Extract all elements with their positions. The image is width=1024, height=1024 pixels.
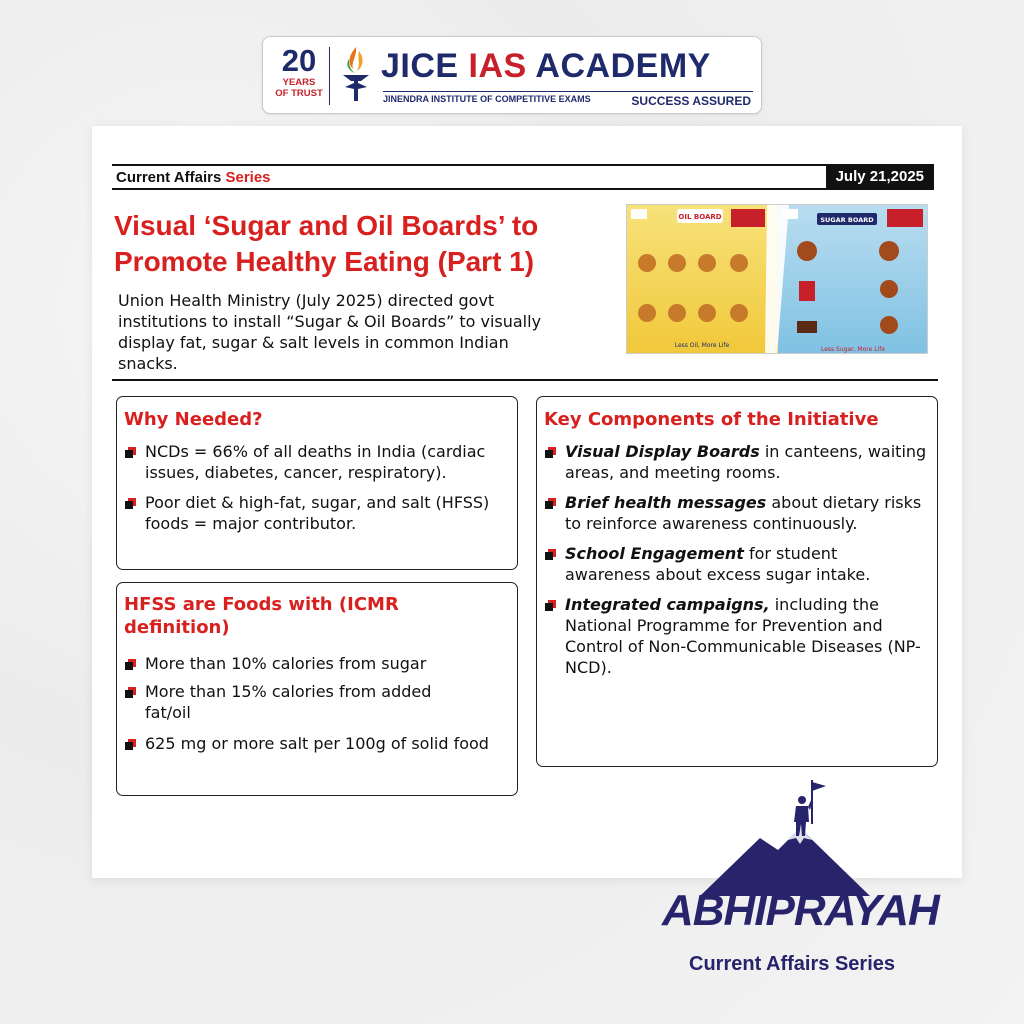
years-line1: YEARS xyxy=(282,77,316,88)
series-header xyxy=(112,164,932,190)
abhiprayah-logo-text: ABHIPRAYAH xyxy=(662,886,939,935)
brand-name xyxy=(381,47,711,85)
section-divider xyxy=(112,379,938,381)
list-item: Brief health messages about dietary risks to reinforce awareness continuously. xyxy=(541,492,933,534)
logo-divider xyxy=(329,47,330,105)
oil-board-label: OIL BOARD xyxy=(678,213,722,221)
key-components-list xyxy=(541,441,933,678)
list-item: Visual Display Boards in canteens, waiting areas, and meeting rooms. xyxy=(541,441,933,483)
sugar-oil-board-image xyxy=(626,204,928,354)
list-item: Integrated campaigns, including the National Programme for Prevention and Control of Non-Communicable Diseases (NP-NCD). xyxy=(541,594,933,678)
hfss-box xyxy=(116,582,518,796)
list-item: NCDs = 66% of all deaths in India (cardiac issues, diabetes, cancer, respiratory). xyxy=(121,441,513,483)
bullet-icon xyxy=(125,498,136,509)
bullet-icon xyxy=(545,447,556,458)
bullet-icon xyxy=(125,739,136,750)
series-label xyxy=(116,169,271,186)
bullet-icon xyxy=(125,447,136,458)
board-illustration xyxy=(627,205,928,354)
bullet-icon xyxy=(125,659,136,670)
years-badge xyxy=(273,45,325,99)
academy-logo xyxy=(262,36,762,114)
brand-main: JICE xyxy=(381,47,459,85)
series-suffix: Series xyxy=(225,169,271,186)
article-intro: Union Health Ministry (July 2025) directed govt institutions to install “Sugar & Oil Boards” to visually display fat, sugar & salt levels in common Indian snacks. xyxy=(118,291,542,373)
list-item: More than 10% calories from sugar xyxy=(121,653,513,674)
hfss-title: HFSS are Foods with (ICMR definition) xyxy=(124,594,399,638)
brand-subtitle: JINENDRA INSTITUTE OF COMPETITIVE EXAMS xyxy=(383,91,753,104)
oil-board-footer: Less Oil, More Life xyxy=(674,342,730,349)
date-badge: July 21,2025 xyxy=(826,164,934,190)
list-item: Poor diet & high-fat, sugar, and salt (HFSS) foods = major contributor. xyxy=(121,492,513,534)
key-components-box xyxy=(536,396,938,767)
brand-rest: ACADEMY xyxy=(535,47,711,85)
article-title: Visual ‘Sugar and Oil Boards’ to Promote Healthy Eating (Part 1) xyxy=(114,210,539,277)
years-line2: OF TRUST xyxy=(275,88,323,99)
sugar-board-footer: Less Sugar, More Life xyxy=(820,346,886,353)
list-item: 625 mg or more salt per 100g of solid food xyxy=(121,733,513,754)
why-needed-box xyxy=(116,396,518,570)
brand-tagline: SUCCESS ASSURED xyxy=(631,94,751,108)
mountain-summit-icon xyxy=(700,778,870,896)
why-needed-title: Why Needed? xyxy=(124,409,263,430)
sugar-board-label: SUGAR BOARD xyxy=(820,216,874,224)
bullet-icon xyxy=(545,600,556,611)
series-prefix: Current Affairs xyxy=(116,169,222,186)
years-number: 20 xyxy=(281,43,317,78)
content-card xyxy=(92,126,962,878)
torch-icon xyxy=(337,43,375,105)
key-components-title: Key Components of the Initiative xyxy=(544,409,879,430)
why-needed-list xyxy=(121,441,513,534)
bullet-icon xyxy=(125,687,136,698)
hfss-list xyxy=(121,653,513,754)
bullet-icon xyxy=(545,498,556,509)
footer-series-label: Current Affairs Series xyxy=(689,953,895,975)
brand-accent: IAS xyxy=(468,47,527,85)
list-item: More than 15% calories from added fat/oil xyxy=(121,681,471,723)
list-item: School Engagement for student awareness about excess sugar intake. xyxy=(541,543,871,585)
bullet-icon xyxy=(545,549,556,560)
